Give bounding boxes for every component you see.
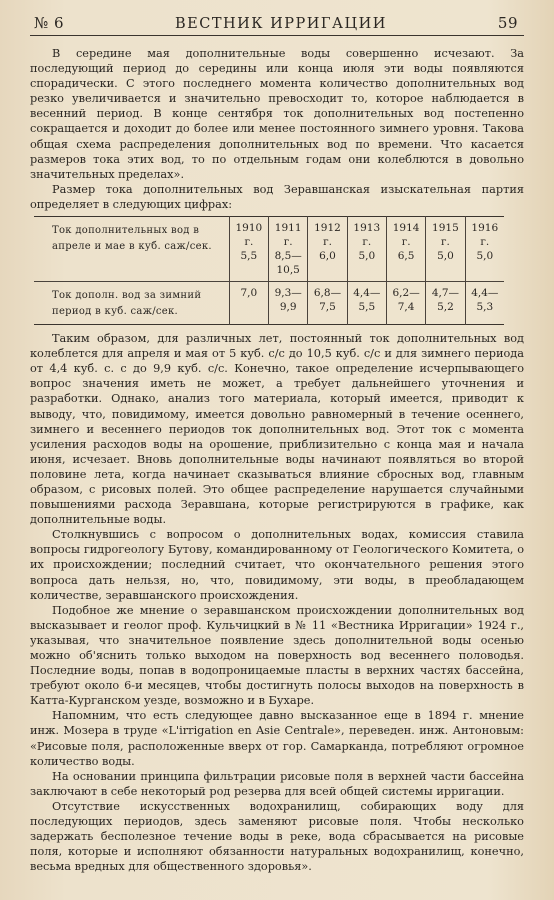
body-text-top: [30, 46, 524, 212]
paragraph: Столкнувшись с вопросом о дополнительных водах, комиссия ставила вопросы гидрогеологу Бутову, командированному от Геологического Комитета, о их происхождении; последний считает, что окончательного решения этого вопроса дать нельзя, но, что, повидимому, эти воды, в преобладающем количестве, зеравшанского происхождения.: [30, 528, 524, 602]
cell-value: 6,0: [319, 250, 336, 263]
cell-value: 5,0: [437, 250, 454, 263]
cell-value: 6,5: [397, 250, 415, 263]
year-header: 1915 г.: [432, 222, 459, 249]
year-header: 1913 г.: [353, 222, 381, 249]
data-table: [34, 216, 504, 325]
paragraph: В середине мая дополнительные воды совершенно исчезают. За последующий период до середины или конца июля эти воды появляются спорадически. С этого последнего момента количество дополнительных вод резко увеличивается и значительно превосходит то, которое наблюдается в весенний период. В конце сентября ток дополнительных вод постепенно сокращается и доходит до более или менее постоянного зимнего уровня. Такова общая схема распределения дополнительных вод по времени. Что касается размеров тока этих вод, то по отдельным годам они колеблются в довольно значительных пределах».: [30, 47, 524, 181]
year-header: 1910 г.: [235, 222, 263, 249]
year-header: 1912 г.: [314, 222, 341, 249]
page-header: [30, 14, 524, 36]
year-header: 1916 г.: [471, 222, 499, 249]
cell-value: 5,0: [476, 250, 494, 263]
table-cell: [386, 217, 425, 282]
cell-value: 5,5: [240, 250, 258, 263]
page-number: 59: [497, 14, 518, 32]
row-label: Ток дополн. вод за зимний период в куб. саж/сек.: [52, 290, 202, 318]
table-cell: [308, 217, 347, 282]
table-cell: [229, 217, 268, 282]
paragraph: Размер тока дополнительных вод Зеравшанская изыскательная партия определяет в следующих цифрах:: [30, 182, 524, 211]
table-row: [34, 217, 504, 282]
journal-title: ВЕСТНИК ИРРИГАЦИИ: [174, 16, 387, 32]
table-row: [34, 282, 504, 325]
table-cell: [426, 217, 465, 282]
cell-value: 6,2— 7,4: [386, 282, 425, 325]
cell-value: 5,0: [358, 250, 376, 263]
year-header: 1914 г.: [392, 222, 420, 249]
paragraph: Напомним, что есть следующее давно высказанное еще в 1894 г. мнение инж. Мозера в труде «L'irrigation en Asie Centrale», переведен. инж. Антоновым: «Рисовые поля, расположенные вверх от гор. Самарканда, потребляют огромное количество воды.: [30, 709, 524, 768]
table-cell: [465, 217, 504, 282]
cell-value: 6,8— 7,5: [308, 282, 347, 325]
cell-value: 4,7— 5,2: [426, 282, 465, 325]
cell-value: 4,4— 5,5: [347, 282, 386, 325]
paragraph: Подобное же мнение о зеравшанском происхождении дополнительных вод высказывает и геолог проф. Кульчицкий в № 11 «Вестника Ирригации» 1924 г., указывая, что значительное появление здесь дополнительной воды осенью можно об'яснить только выходом на поверхность вод весеннего половодья. Последние воды, попав в водопроницаемые пласты в верхних частях бассейна, требуют около 6-и месяцев, чтобы достигнуть полосы выходов на поверхность в Катта-Курганском уезде, возможно и в Бухаре.: [30, 603, 524, 708]
paragraph: Отсутствие искусственных водохранилищ, собирающих воду для последующих периодов, здесь заменяют рисовые поля. Чтобы несколько задержать бесполезное течение воды в реке, вода сбрасывается на рисовые поля, которые и исполняют обязанности натуральных водохранилищ, конечно, весьма вредных для общественного здоровья».: [30, 799, 524, 874]
cell-value: 9,3— 9,9: [269, 282, 308, 325]
row-label: Ток дополнительных вод в апреле и мае в куб. саж/сек.: [34, 217, 229, 282]
table-cell: [269, 217, 308, 282]
body-text-bottom: [30, 331, 524, 874]
cell-value: 8,5— 10,5: [274, 250, 302, 277]
year-header: 1911 г.: [274, 222, 302, 249]
table-cell: [347, 217, 386, 282]
issue-number: № 6: [34, 14, 65, 32]
cell-value: 7,0: [229, 282, 268, 325]
paragraph: Таким образом, для различных лет, постоянный ток дополнительных вод колеблется для апреля и мая от 5 куб. с/с до 10,5 куб. с/с и для зимнего периода от 4,4 куб. с. с до 9,9 куб. с/с. Конечно, такое определение исчерпывающего вопрос значения иметь не может, а требует дальнейшего уточнения и разработки. Однако, анализ того материала, который имеется, приводит к выводу, что, повидимому, имеется довольно равномерный в течение осеннего, зимнего и весеннего периодов ток дополнительных вод. Этот ток с момента усиления расходов воды на орошение, приблизительно с конца мая и начала июня, исчезает. Вновь дополнительные воды начинают появляться во второй половине лета, когда начинает сказываться влияние сбросных вод, главным образом, с рисовых полей. Это общее распределение нарушается случайными повышениями расхода Зеравшана, которые регистрируются в графике, как дополнительные воды.: [30, 332, 524, 527]
paragraph: На основании принципа фильтрации рисовые поля в верхней части бассейна заключают в себе некоторый род резерва для всей общей системы ирригации.: [30, 769, 524, 798]
cell-value: 4,4— 5,3: [465, 282, 504, 325]
